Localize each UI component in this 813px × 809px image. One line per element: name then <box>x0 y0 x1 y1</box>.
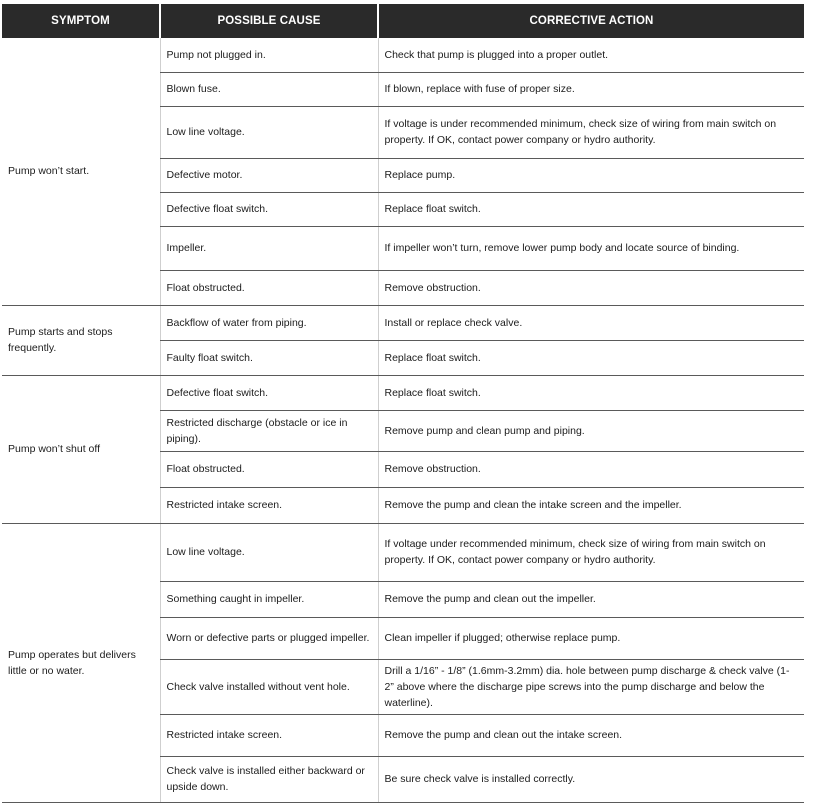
cause-cell: Float obstructed. <box>160 270 378 305</box>
cause-cell: Float obstructed. <box>160 451 378 487</box>
cause-cell: Backflow of water from piping. <box>160 305 378 340</box>
action-cell: Remove the pump and clean out the impeller. <box>378 581 804 617</box>
action-cell: Install or replace check valve. <box>378 305 804 340</box>
action-cell: Remove pump and clean pump and piping. <box>378 410 804 451</box>
table-row <box>2 375 804 410</box>
action-cell: Remove obstruction. <box>378 270 804 305</box>
cause-cell: Check valve installed without vent hole. <box>160 659 378 714</box>
action-cell: If blown, replace with fuse of proper size. <box>378 72 804 106</box>
cause-cell: Restricted intake screen. <box>160 487 378 523</box>
cause-cell: Check valve is installed either backward or upside down. <box>160 756 378 802</box>
action-cell: Replace float switch. <box>378 340 804 375</box>
action-cell: If impeller won’t turn, remove lower pump body and locate source of binding. <box>378 226 804 270</box>
cause-cell: Low line voltage. <box>160 523 378 581</box>
cause-cell: Impeller. <box>160 226 378 270</box>
action-cell: Clean impeller if plugged; otherwise replace pump. <box>378 617 804 659</box>
header-row <box>2 4 804 38</box>
cause-cell: Pump not plugged in. <box>160 38 378 72</box>
table-body <box>2 38 804 802</box>
action-cell: Be sure check valve is installed correctly. <box>378 756 804 802</box>
action-cell: Replace pump. <box>378 158 804 192</box>
cause-cell: Something caught in impeller. <box>160 581 378 617</box>
cause-cell: Blown fuse. <box>160 72 378 106</box>
symptom-cell: Pump operates but delivers little or no water. <box>2 523 160 802</box>
cause-cell: Faulty float switch. <box>160 340 378 375</box>
table-row <box>2 523 804 581</box>
cause-cell: Worn or defective parts or plugged impeller. <box>160 617 378 659</box>
cause-cell: Defective float switch. <box>160 192 378 226</box>
cause-cell: Restricted intake screen. <box>160 714 378 756</box>
header-possible-cause: POSSIBLE CAUSE <box>160 4 378 38</box>
action-cell: Remove obstruction. <box>378 451 804 487</box>
table-row <box>2 38 804 72</box>
action-cell: If voltage under recommended minimum, check size of wiring from main switch on property. If OK, contact power company or hydro authority. <box>378 523 804 581</box>
cause-cell: Restricted discharge (obstacle or ice in piping). <box>160 410 378 451</box>
action-cell: Replace float switch. <box>378 375 804 410</box>
header-corrective-action: CORRECTIVE ACTION <box>378 4 804 38</box>
header-symptom: SYMPTOM <box>2 4 160 38</box>
table-row <box>2 305 804 340</box>
action-cell: Check that pump is plugged into a proper outlet. <box>378 38 804 72</box>
cause-cell: Defective motor. <box>160 158 378 192</box>
action-cell: Drill a 1/16” - 1/8” (1.6mm-3.2mm) dia. hole between pump discharge & check valve (1-2” above where the discharge pipe screws into the pump discharge and below the waterline). <box>378 659 804 714</box>
action-cell: Remove the pump and clean the intake screen and the impeller. <box>378 487 804 523</box>
symptom-cell: Pump won’t start. <box>2 38 160 305</box>
cause-cell: Defective float switch. <box>160 375 378 410</box>
symptom-cell: Pump won’t shut off <box>2 375 160 523</box>
action-cell: Replace float switch. <box>378 192 804 226</box>
troubleshooting-table <box>2 4 804 803</box>
action-cell: Remove the pump and clean out the intake screen. <box>378 714 804 756</box>
action-cell: If voltage is under recommended minimum, check size of wiring from main switch on property. If OK, contact power company or hydro authority. <box>378 106 804 158</box>
cause-cell: Low line voltage. <box>160 106 378 158</box>
symptom-cell: Pump starts and stops frequently. <box>2 305 160 375</box>
